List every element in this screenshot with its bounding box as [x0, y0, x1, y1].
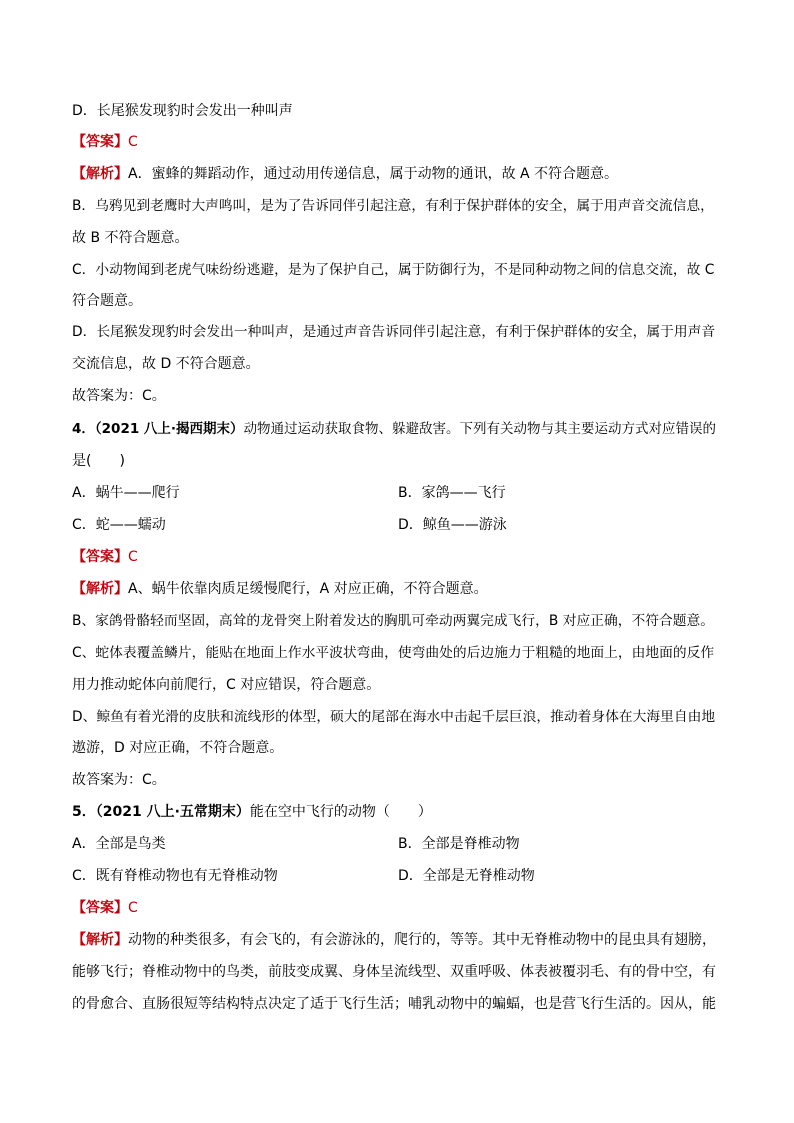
q4-conclusion: 故答案为：C。 [72, 772, 166, 788]
q4-answer [72, 547, 138, 567]
q4-option-d: D．鲸鱼——游泳 [398, 517, 507, 533]
answer-tag: 【答案】 [72, 900, 128, 916]
analysis-tag: 【解析】 [72, 581, 128, 597]
question-number: 4． [72, 421, 95, 437]
question-source: （2021 八上·揭西期末） [94, 421, 244, 437]
q5-analysis-line: 的骨愈合、直肠很短等结构特点决定了适于飞行生活；哺乳动物中的蝙蝠，也是营飞行生活的。因从，能 [72, 996, 716, 1012]
q3-analysis-line: 交流信息，故 D 不符合题意。 [72, 356, 260, 372]
answer-tag: 【答案】 [72, 134, 128, 150]
q5-answer [72, 898, 138, 918]
q5-option-a: A．全部是鸟类 [72, 836, 166, 852]
q3-analysis-line: D．长尾猴发现豹时会发出一种叫声，是通过声音告诉同伴引起注意，有利于保护群体的安全，属于用声音 [72, 324, 716, 340]
q4-analysis-line: D、鲸鱼有着光滑的皮肤和流线形的体型，硕大的尾部在海水中击起千层巨浪，推动着身体在大海里自由地 [72, 709, 716, 725]
answer-tag: 【答案】 [72, 549, 128, 565]
q5-analysis-line: 能够飞行；脊椎动物中的鸟类，前肢变成翼、身体呈流线型、双重呼吸、体表被覆羽毛、有的骨中空，有 [72, 964, 716, 980]
q4-stem-line2: 是( ) [72, 453, 125, 469]
q5-option-d: D．全部是无脊椎动物 [398, 868, 535, 884]
q4-option-b: B．家鸽——飞行 [398, 485, 506, 501]
answer-value: C [128, 549, 138, 565]
q4-analysis-line: C、蛇体表覆盖鳞片，能贴在地面上作水平波状弯曲，使弯曲处的后边施力于粗糙的地面上，由地面的反作 [72, 645, 715, 661]
q3-conclusion: 故答案为：C。 [72, 388, 166, 404]
analysis-tag: 【解析】 [72, 932, 128, 948]
q3-analysis-line: 故 B 不符合题意。 [72, 230, 189, 246]
answer-value: C [128, 900, 138, 916]
q3-analysis-line: C．小动物闻到老虎气味纷纷逃避，是为了保护自己，属于防御行为，不是同种动物之间的信息交流，故 C [72, 262, 715, 278]
analysis-tag: 【解析】 [72, 166, 128, 182]
q3-option-d: D．长尾猴发现豹时会发出一种叫声 [72, 103, 293, 119]
q4-option-a: A．蜗牛——爬行 [72, 485, 180, 501]
analysis-text: A．蜜蜂的舞蹈动作，通过动用传递信息，属于动物的通讯，故 A 不符合题意。 [128, 166, 619, 182]
q4-option-c: C．蛇——蠕动 [72, 517, 166, 533]
q4-analysis-line: 用力推动蛇体向前爬行，C 对应错误，符合题意。 [72, 677, 381, 693]
q3-answer [72, 132, 138, 152]
question-stem: 动物通过运动获取食物、躲避敌害。下列有关动物与其主要运动方式对应错误的 [243, 421, 717, 437]
q5-stem [72, 802, 432, 822]
q4-analysis-line: B、家鸽骨骼轻而坚固，高耸的龙骨突上附着发达的胸肌可牵动两翼完成飞行，B 对应正确，不符合题意。 [72, 613, 714, 629]
q3-analysis-line: B．乌鸦见到老鹰时大声鸣叫，是为了告诉同伴引起注意，有利于保护群体的安全，属于用声音交流信息， [72, 198, 714, 214]
q3-analysis-line: 符合题意。 [72, 293, 142, 309]
q4-analysis-line: 遨游，D 对应正确，不符合题意。 [72, 740, 284, 756]
q5-analysis-line [72, 930, 716, 950]
q4-stem [72, 419, 716, 439]
question-number: 5． [72, 804, 96, 820]
analysis-text: A、蜗牛依靠肉质足缓慢爬行，A 对应正确，不符合题意。 [128, 581, 488, 597]
question-stem: 能在空中飞行的动物（ ） [249, 804, 432, 820]
q5-option-c: C．既有脊椎动物也有无脊椎动物 [72, 868, 278, 884]
answer-value: C [128, 134, 138, 150]
q3-analysis-line [72, 164, 618, 184]
analysis-text: 动物的种类很多，有会飞的，有会游泳的，爬行的，等等。其中无脊椎动物中的昆虫具有翅膀， [128, 932, 716, 948]
question-source: （2021 八上·五常期末） [95, 804, 250, 820]
q5-option-b: B．全部是脊椎动物 [398, 836, 520, 852]
q4-analysis-line [72, 579, 488, 599]
